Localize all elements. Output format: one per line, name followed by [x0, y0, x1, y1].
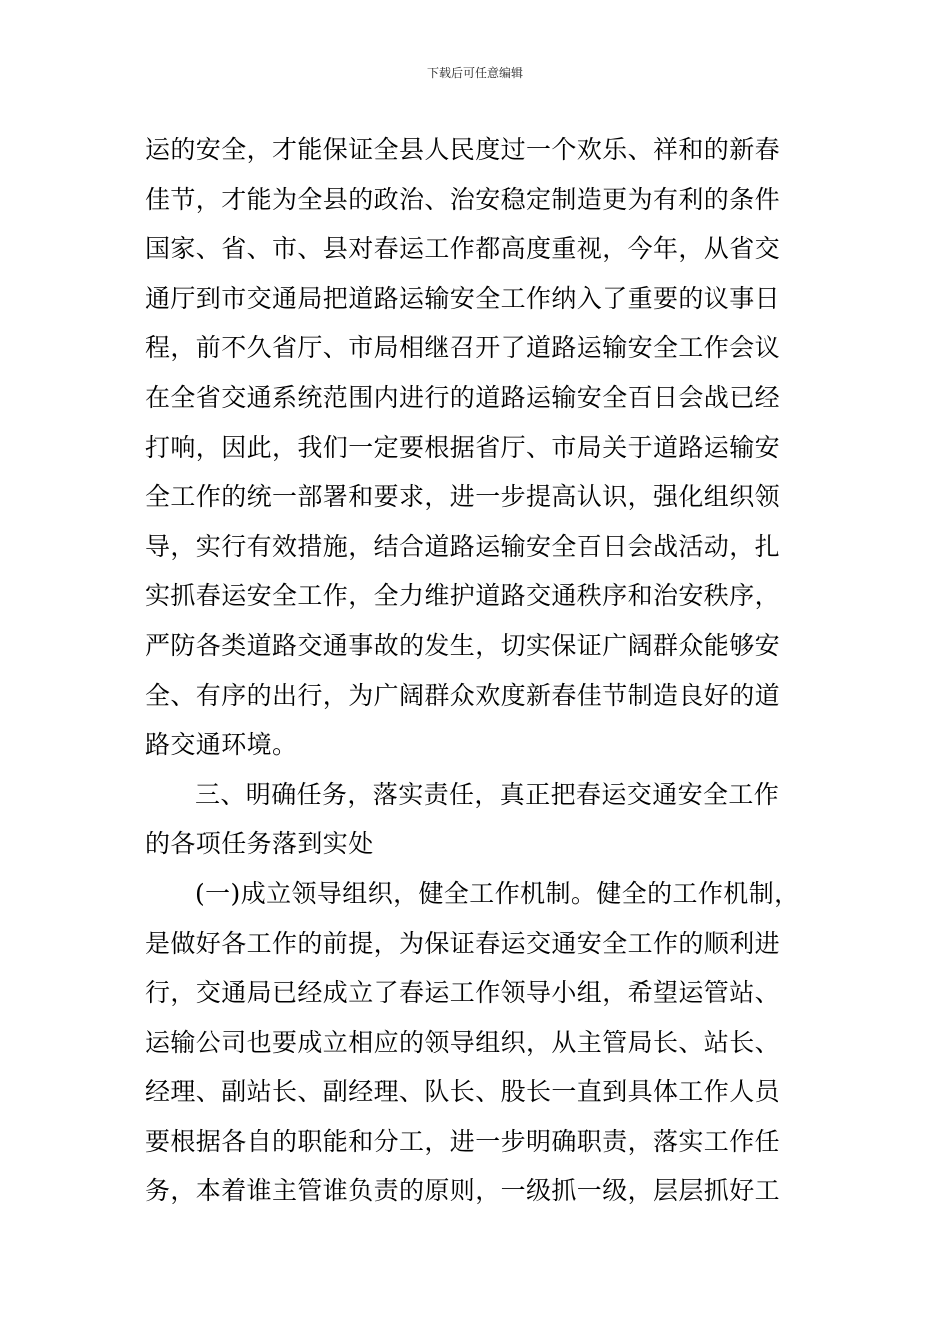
- text-line: (一)成立领导组织，健全工作机制。健全的工作机制，: [195, 878, 800, 908]
- document-body: [145, 125, 810, 1216]
- text-line: 是做好各工作的前提，为保证春运交通安全工作的顺利进: [145, 928, 781, 958]
- text-line: 要根据各自的职能和分工，进一步明确职责，落实工作任: [145, 1126, 781, 1156]
- text-line: 运输公司也要成立相应的领导组织，从主管局长、站长、: [145, 1027, 781, 1057]
- text-line: 务，本着谁主管谁负责的原则，一级抓一级，层层抓好工: [145, 1176, 781, 1206]
- page-header: 下载后可任意编辑: [426, 66, 523, 80]
- text-line: 国家、省、市、县对春运工作都高度重视，今年，从省交: [145, 234, 781, 264]
- text-line: 实抓春运安全工作，全力维护道路交通秩序和治安秩序，: [145, 581, 781, 611]
- text-line: 导，实行有效措施，结合道路运输安全百日会战活动，扎: [145, 531, 781, 561]
- text-line: 佳节，才能为全县的政治、治安稳定制造更为有利的条件: [145, 184, 781, 214]
- text-line: 在全省交通系统范围内进行的道路运输安全百日会战已经: [145, 382, 781, 412]
- text-line: 三、明确任务，落实责任，真正把春运交通安全工作: [195, 779, 780, 809]
- text-line: 的各项任务落到实处: [145, 829, 374, 859]
- text-line: 路交通环境。: [145, 730, 298, 760]
- text-line: 全、有序的出行，为广阔群众欢度新春佳节制造良好的道: [145, 680, 781, 710]
- text-line: 严防各类道路交通事故的发生，切实保证广阔群众能够安: [145, 630, 781, 660]
- text-line: 通厅到市交通局把道路运输安全工作纳入了重要的议事日: [145, 283, 781, 313]
- text-line: 运的安全，才能保证全县人民度过一个欢乐、祥和的新春: [145, 135, 781, 164]
- text-line: 行，交通局已经成立了春运工作领导小组，希望运管站、: [145, 978, 781, 1008]
- text-line: 打响，因此，我们一定要根据省厅、市局关于道路运输安: [145, 432, 781, 462]
- text-line: 全工作的统一部署和要求，进一步提高认识，强化组织领: [145, 482, 781, 512]
- text-line: 程，前不久省厅、市局相继召开了道路运输安全工作会议: [145, 333, 781, 363]
- text-line: 经理、副站长、副经理、队长、股长一直到具体工作人员: [145, 1077, 781, 1107]
